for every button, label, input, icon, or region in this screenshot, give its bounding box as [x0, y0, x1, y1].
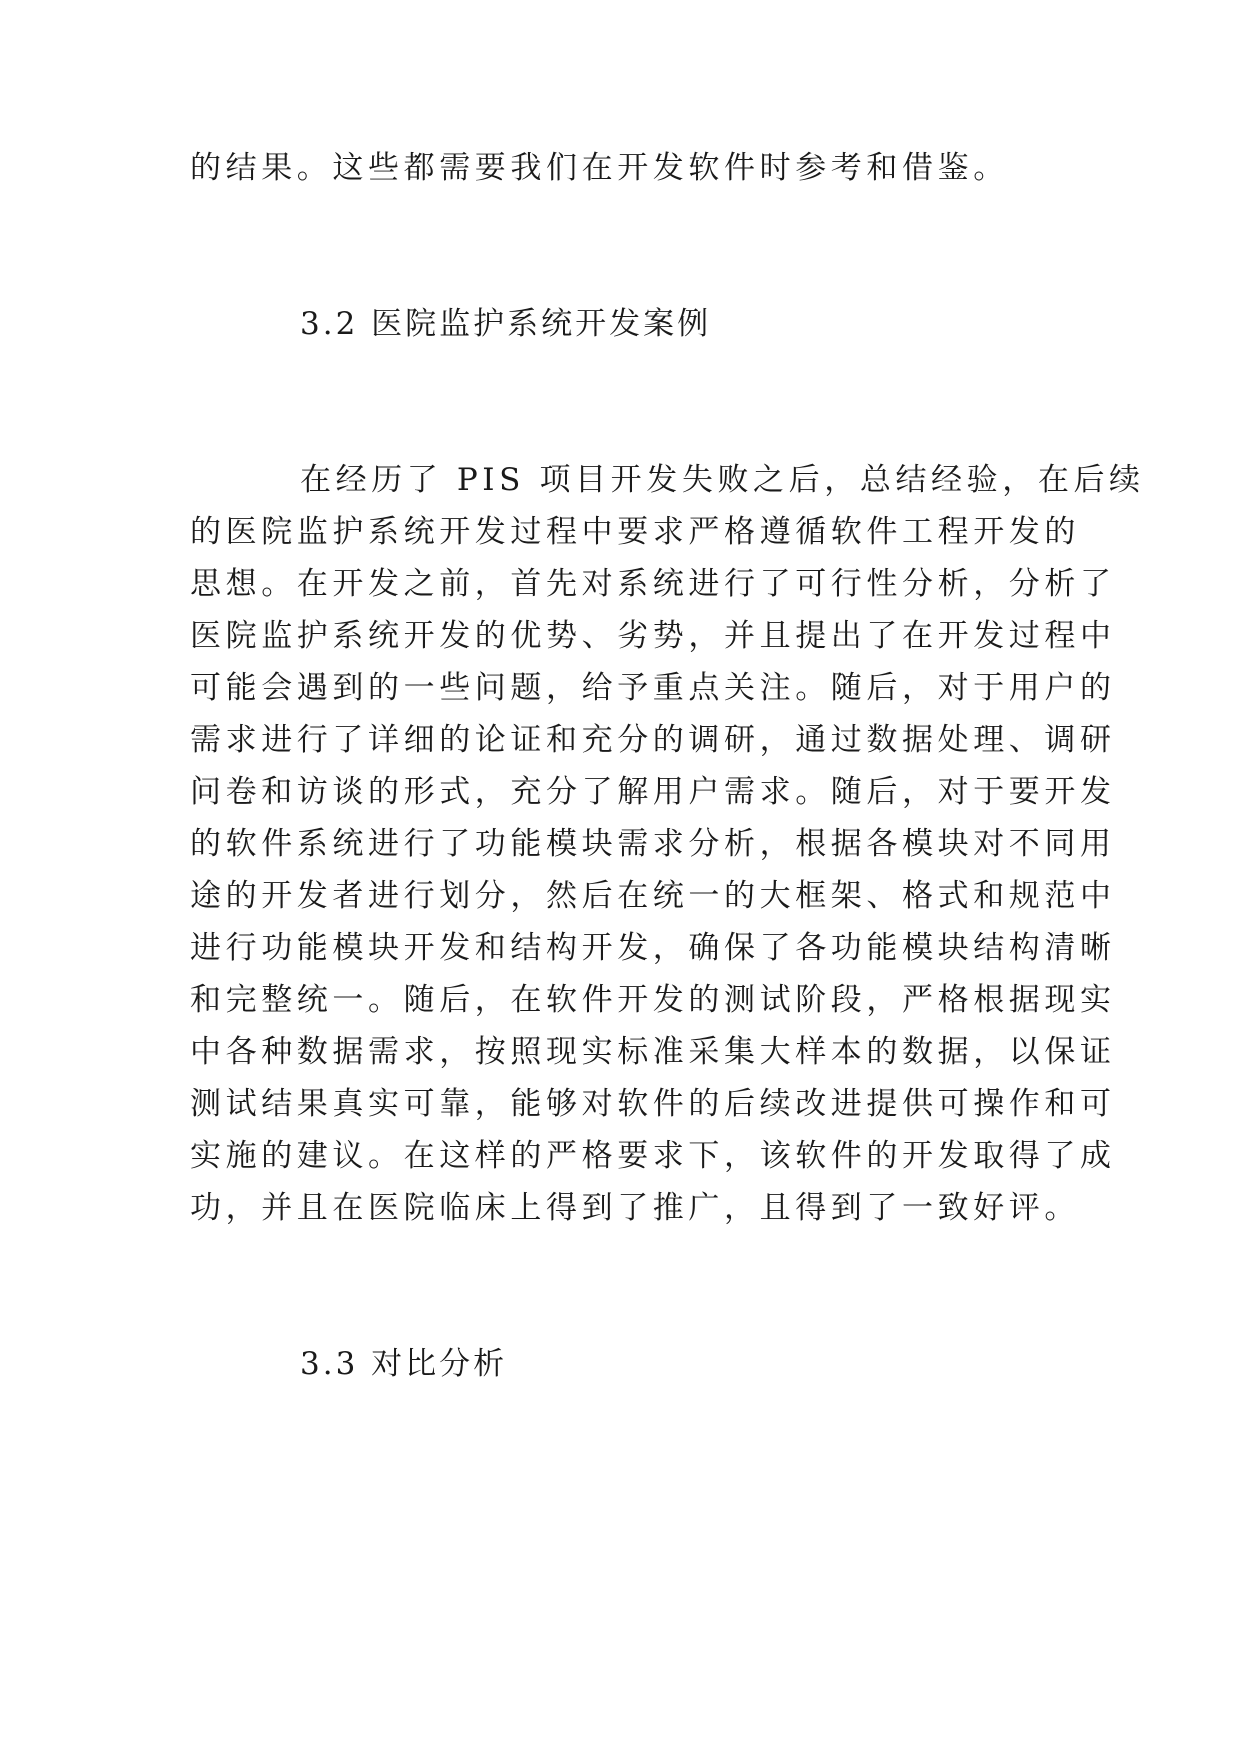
paragraph-line: 测试结果真实可靠，能够对软件的后续改进提供可操作和可 — [190, 1086, 1116, 1122]
paragraph-line: 问卷和访谈的形式，充分了解用户需求。随后，对于要开发 — [190, 774, 1116, 810]
paragraph-line: 思想。在开发之前，首先对系统进行了可行性分析，分析了 — [190, 566, 1116, 602]
paragraph-line: 功，并且在医院临床上得到了推广，且得到了一致好评。 — [190, 1190, 1080, 1226]
paragraph-line: 的软件系统进行了功能模块需求分析，根据各模块对不同用 — [190, 826, 1116, 862]
section-heading-3-2: 3.2 医院监护系统开发案例 — [300, 306, 712, 342]
section-heading-3-3: 3.3 对比分析 — [300, 1346, 508, 1382]
paragraph-line: 的医院监护系统开发过程中要求严格遵循软件工程开发的 — [190, 514, 1080, 550]
paragraph-line: 途的开发者进行划分，然后在统一的大框架、格式和规范中 — [190, 878, 1116, 914]
paragraph-line: 医院监护系统开发的优势、劣势，并且提出了在开发过程中 — [190, 618, 1116, 654]
paragraph-line: 中各种数据需求，按照现实标准采集大样本的数据，以保证 — [190, 1034, 1116, 1070]
paragraph-line: 进行功能模块开发和结构开发，确保了各功能模块结构清晰 — [190, 930, 1116, 966]
paragraph-line: 和完整统一。随后，在软件开发的测试阶段，严格根据现实 — [190, 982, 1116, 1018]
text-line: 的结果。这些都需要我们在开发软件时参考和借鉴。 — [190, 150, 1009, 186]
paragraph-line: 实施的建议。在这样的严格要求下，该软件的开发取得了成 — [190, 1138, 1116, 1174]
paragraph-line: 可能会遇到的一些问题，给予重点关注。随后，对于用户的 — [190, 670, 1116, 706]
paragraph-line: 需求进行了详细的论证和充分的调研，通过数据处理、调研 — [190, 722, 1116, 758]
paragraph-line: 在经历了 PIS 项目开发失败之后，总结经验，在后续 — [300, 462, 1145, 498]
